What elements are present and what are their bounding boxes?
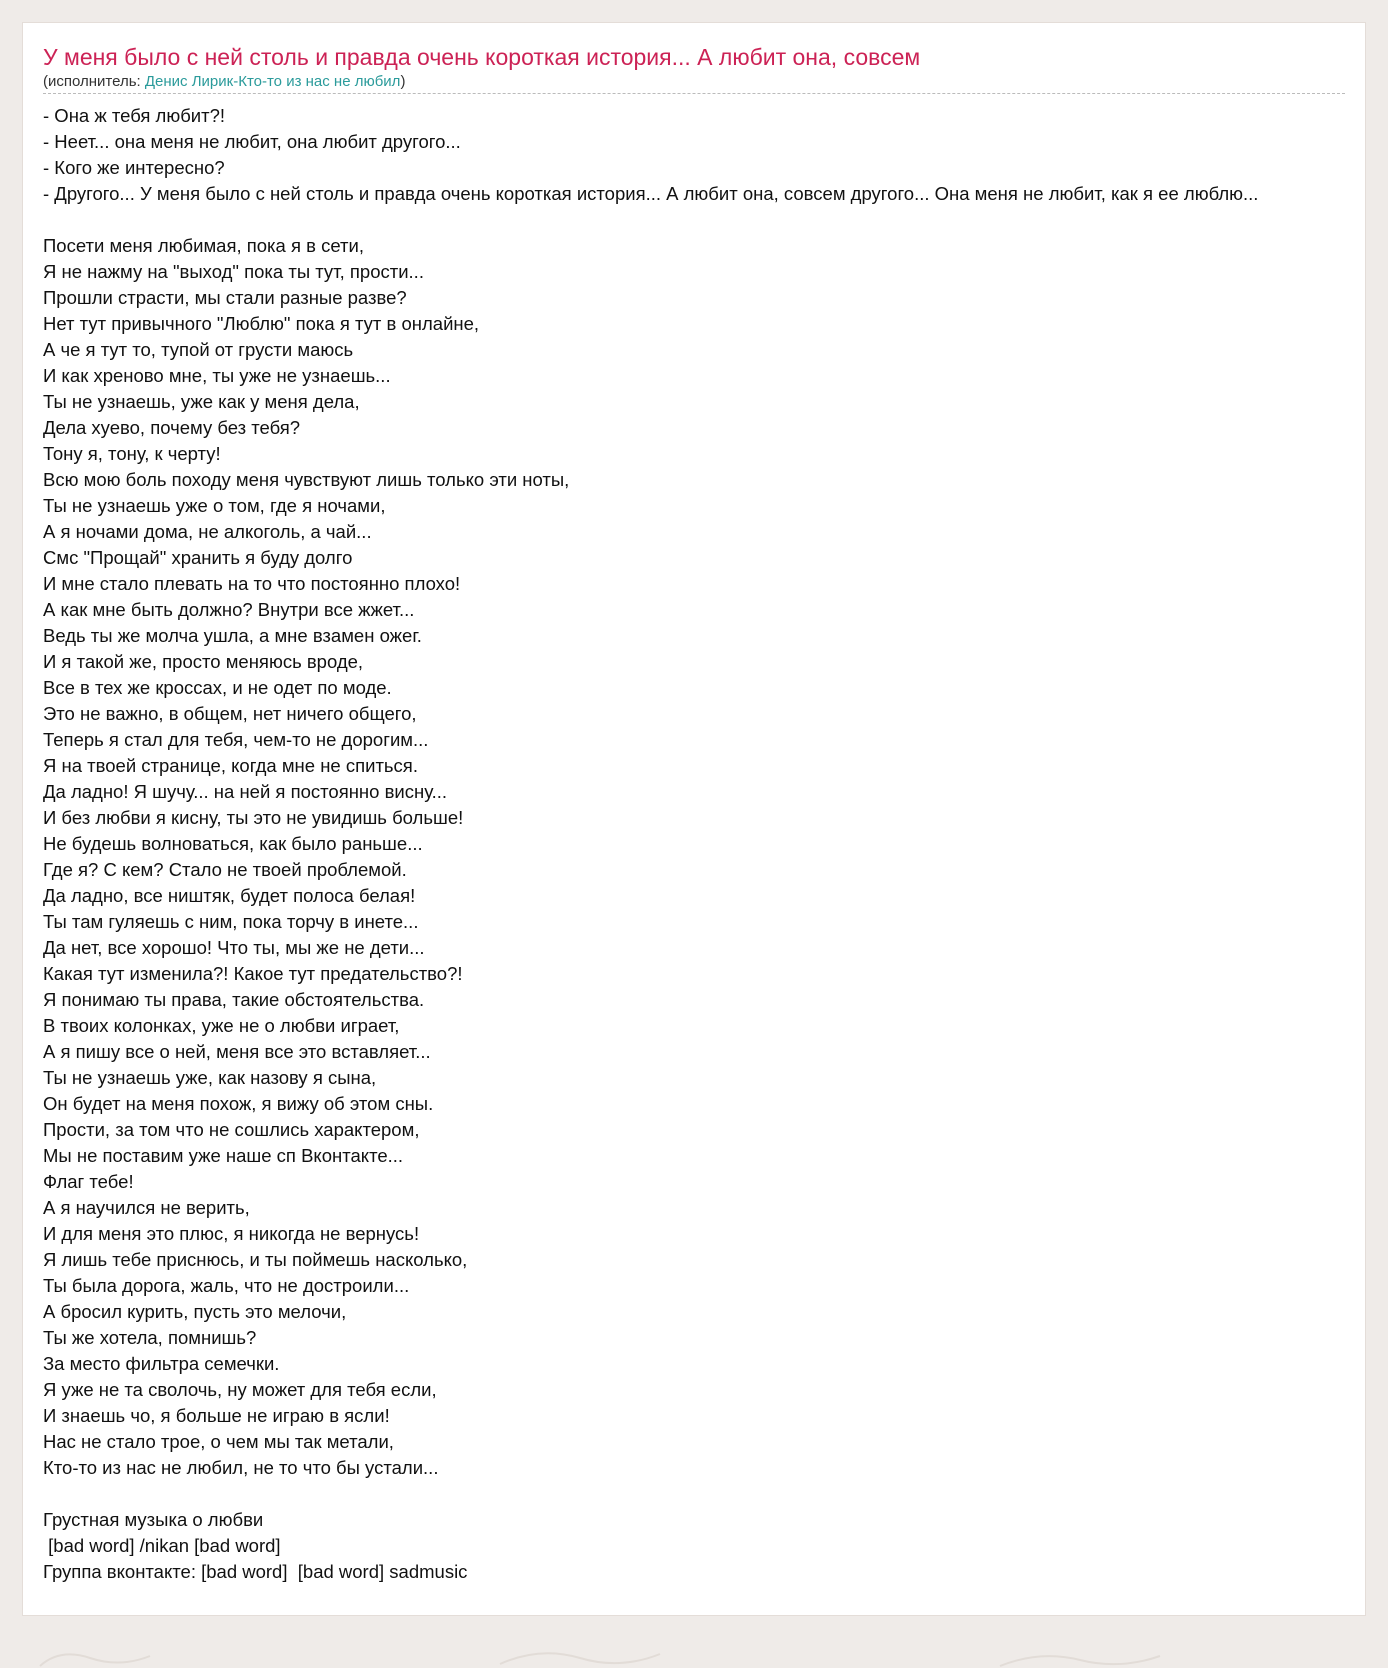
lyrics-line: Я не нажму на "выход" пока ты тут, прости... — [43, 261, 424, 282]
lyrics-line: Дела хуево, почему без тебя? — [43, 417, 301, 438]
lyrics-line: Всю мою боль походу меня чувствуют лишь только эти ноты, — [43, 469, 570, 490]
lyrics-line: [bad word] /nikan [bad word] — [43, 1535, 281, 1556]
lyrics-line: Да нет, все хорошо! Что ты, мы же не дети... — [43, 937, 425, 958]
lyrics-line: Тону я, тону, к черту! — [43, 443, 221, 464]
lyrics-line: А че я тут то, тупой от грусти маюсь — [43, 339, 354, 360]
lyrics-line: Группа вконтакте: [bad word] [bad word] sadmusic — [43, 1561, 468, 1582]
lyrics-line: Какая тут изменила?! Какое тут предательство?! — [43, 963, 463, 984]
lyrics-line: За место фильтра семечки. — [43, 1353, 280, 1374]
lyrics-line: - Кого же интересно? — [43, 157, 225, 178]
lyrics-line: Ты же хотела, помнишь? — [43, 1327, 257, 1348]
lyrics-line: Теперь я стал для тебя, чем-то не дорогим... — [43, 729, 429, 750]
lyrics-line: - Другого... У меня было с ней столь и правда очень короткая история... А любит она, совсем другого... Она меня не любит, как я ее люблю... — [43, 183, 1259, 204]
lyrics-line: А я ночами дома, не алкоголь, а чай... — [43, 521, 372, 542]
artist-line — [43, 73, 405, 91]
lyrics-line: Все в тех же кроссах, и не одет по моде. — [43, 677, 392, 698]
artist-link[interactable]: Денис Лирик-Кто-то из нас не любил — [144, 73, 401, 90]
lyrics-line: Прошли страсти, мы стали разные разве? — [43, 287, 407, 308]
lyrics-line: Нет тут привычного "Люблю" пока я тут в онлайне, — [43, 313, 480, 334]
artist-prefix: (исполнитель: — [43, 73, 145, 90]
lyrics-line: Посети меня любимая, пока я в сети, — [43, 235, 364, 256]
lyrics-line: Да ладно, все ништяк, будет полоса белая! — [43, 885, 416, 906]
lyrics-line: И как хреново мне, ты уже не узнаешь... — [43, 365, 391, 386]
lyrics-line: И мне стало плевать на то что постоянно плохо! — [43, 573, 461, 594]
lyrics-line: Я на твоей странице, когда мне не спиться. — [43, 755, 418, 776]
lyrics-line: Где я? С кем? Стало не твоей проблемой. — [43, 859, 407, 880]
lyrics-line: Я уже не та сволочь, ну может для тебя если, — [43, 1379, 437, 1400]
lyrics-line: Кто-то из нас не любил, не то что бы устали... — [43, 1457, 439, 1478]
lyrics-line: Флаг тебе! — [43, 1171, 134, 1192]
lyrics-line: Нас не стало трое, о чем мы так метали, — [43, 1431, 394, 1452]
lyrics-line: И я такой же, просто меняюсь вроде, — [43, 651, 364, 672]
lyrics-line: Это не важно, в общем, нет ничего общего, — [43, 703, 417, 724]
song-title: У меня было с ней столь и правда очень короткая история... А любит она, совсем — [43, 44, 921, 70]
lyrics-line: Грустная музыка о любви — [43, 1509, 264, 1530]
background-swirl-decoration — [0, 1628, 1388, 1668]
lyrics-line: Мы не поставим уже наше сп Вконтакте... — [43, 1145, 404, 1166]
lyrics-line: А бросил курить, пусть это мелочи, — [43, 1301, 347, 1322]
lyrics-line: Да ладно! Я шучу... на ней я постоянно висну... — [43, 781, 448, 802]
verse-block — [43, 233, 1366, 1481]
dialog-block — [43, 103, 1366, 207]
lyrics-line: Ты не узнаешь уже о том, где я ночами, — [43, 495, 386, 516]
lyrics-line: А как мне быть должно? Внутри все жжет... — [43, 599, 415, 620]
outro-block — [43, 1507, 1366, 1585]
lyrics-line: Не будешь волноваться, как было раньше... — [43, 833, 423, 854]
lyrics-line: Я понимаю ты права, такие обстоятельства. — [43, 989, 425, 1010]
lyrics-line: Ты не узнаешь, уже как у меня дела, — [43, 391, 360, 412]
lyrics-line: - Неет... она меня не любит, она любит другого... — [43, 131, 461, 152]
lyrics-line: Он будет на меня похож, я вижу об этом сны. — [43, 1093, 434, 1114]
lyrics-line: В твоих колонках, уже не о любви играет, — [43, 1015, 400, 1036]
stanza-gap — [43, 207, 1366, 233]
stanza-gap — [43, 1481, 1366, 1507]
lyrics-line: И для меня это плюс, я никогда не вернусь! — [43, 1223, 420, 1244]
lyrics-line: Ты не узнаешь уже, как назову я сына, — [43, 1067, 377, 1088]
lyrics-line: И без любви я кисну, ты это не увидишь больше! — [43, 807, 464, 828]
title-divider — [43, 93, 1345, 94]
lyrics-line: - Она ж тебя любит?! — [43, 105, 226, 126]
artist-suffix: ) — [400, 73, 406, 90]
lyrics-line: Ты там гуляешь с ним, пока торчу в инете... — [43, 911, 419, 932]
lyrics-text — [43, 103, 1366, 1585]
lyrics-line: Смс "Прощай" хранить я буду долго — [43, 547, 353, 568]
lyrics-line: Ведь ты же молча ушла, а мне взамен ожег. — [43, 625, 422, 646]
lyrics-line: И знаешь чо, я больше не играю в ясли! — [43, 1405, 390, 1426]
lyrics-line: А я научился не верить, — [43, 1197, 250, 1218]
lyrics-line: Прости, за том что не сошлись характером, — [43, 1119, 420, 1140]
lyrics-panel — [22, 22, 1366, 1616]
lyrics-line: А я пишу все о ней, меня все это вставляет... — [43, 1041, 431, 1062]
lyrics-line: Ты была дорога, жаль, что не достроили... — [43, 1275, 410, 1296]
lyrics-line: Я лишь тебе приснюсь, и ты поймешь насколько, — [43, 1249, 468, 1270]
